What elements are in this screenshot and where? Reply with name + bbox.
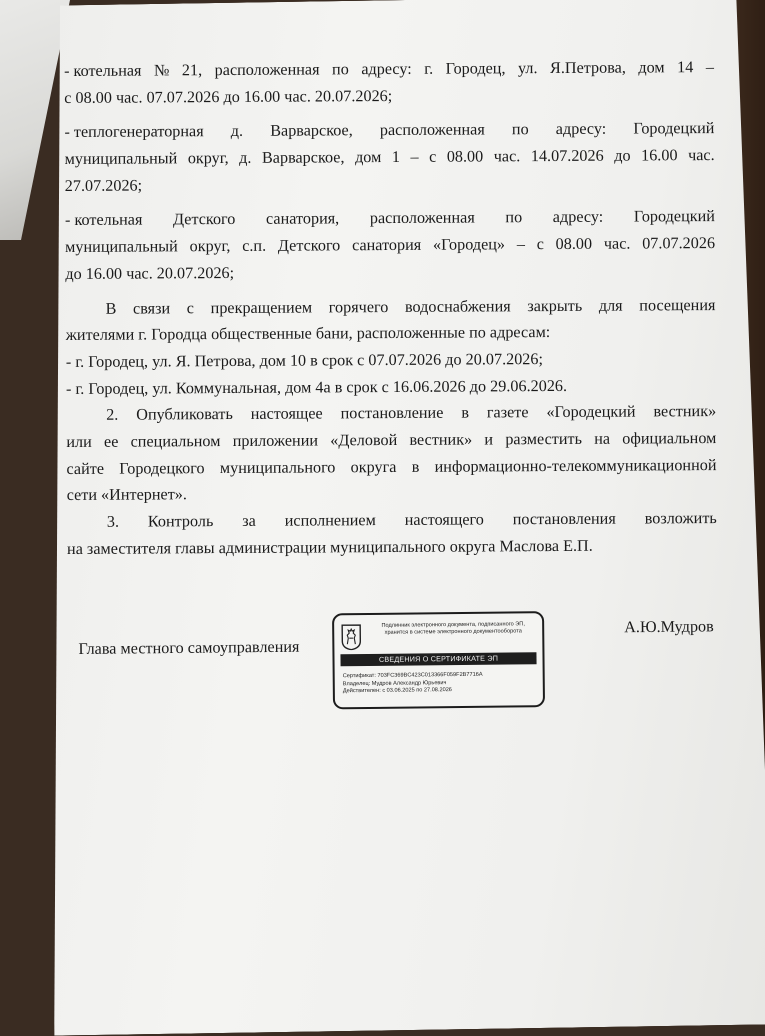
word: расположенная [379, 120, 485, 140]
word: официальном [622, 428, 717, 448]
word: сайте [66, 459, 105, 478]
word: возложить [644, 509, 717, 528]
word: вестник» [653, 402, 717, 421]
word: 08.00 [446, 147, 484, 166]
paragraph-boilers-2 [64, 115, 714, 199]
word: 16.00 [641, 146, 678, 165]
signature-block [78, 605, 729, 722]
word: 14 [677, 58, 694, 77]
word: исполнением [284, 511, 376, 530]
word: – [516, 235, 525, 254]
word: Опубликовать [136, 405, 233, 424]
word: санатория [351, 235, 422, 255]
word: посещения [639, 295, 716, 314]
word: с [186, 298, 195, 317]
word: 21, [181, 61, 203, 80]
word: 2. [106, 405, 119, 424]
word: д. [230, 122, 244, 141]
electronic-signature-stamp [332, 611, 545, 709]
word: для [598, 296, 623, 315]
word: округ, [189, 237, 231, 256]
stamp-header-line: хранится в системе электронного документооборота [384, 628, 522, 636]
word: или [66, 432, 92, 451]
text-line [65, 142, 715, 173]
word: муниципальный [65, 237, 178, 257]
text-line: жителями г. Городца общественные бани, расположенные по адресам: [65, 323, 551, 345]
deer-emblem-icon [341, 624, 361, 650]
word: закрыть [527, 296, 583, 315]
word: по [511, 120, 529, 139]
word: адресу: [552, 208, 604, 227]
word: ул. [517, 59, 538, 78]
word: санатория, [265, 209, 340, 229]
text-line [64, 115, 714, 146]
word: 08.00 [555, 234, 593, 254]
word: - котельная [64, 210, 143, 230]
text-line [65, 292, 715, 323]
text-line: 27.07.2026; [64, 176, 143, 195]
word: информационно-телекоммуникационной [434, 455, 717, 476]
word: Варварское, [261, 148, 345, 167]
text-line: - г. Городец, ул. Я. Петрова, дом 10 в срок с 07.07.2026 до 20.07.2026; [65, 349, 544, 371]
signatory-position: Глава местного самоуправления [78, 637, 300, 658]
word: на [594, 429, 611, 448]
word: «Городец» [432, 235, 506, 254]
text-line [66, 452, 716, 483]
paragraph-control [67, 505, 717, 562]
text-line [64, 54, 714, 85]
certificate-owner: Владелец: Мудров Александр Юрьевич [342, 679, 447, 687]
word: с [429, 147, 437, 166]
word: вестник» [409, 430, 473, 449]
text-line: с 08.00 час. 07.07.2026 до 16.00 час. 20.07.2026; [64, 86, 393, 107]
word: - теплогенераторная [64, 122, 204, 142]
word: муниципального [219, 457, 336, 477]
word: с [536, 235, 544, 254]
word: в [411, 457, 420, 476]
word: по [505, 208, 523, 227]
word: расположенная [214, 60, 320, 80]
word: настоящего [404, 510, 484, 529]
word: за [242, 511, 256, 530]
word: газете [486, 403, 529, 422]
word: Варварское, [270, 121, 353, 141]
word: водоснабжения [404, 296, 511, 316]
word: адресу: [361, 59, 412, 79]
word: округа [350, 457, 397, 476]
word: постановление [340, 403, 444, 423]
word: ее [103, 432, 119, 451]
word: в [461, 403, 469, 422]
stamp-details [343, 672, 483, 696]
text-line [65, 230, 715, 261]
word: Контроль [147, 512, 214, 531]
paragraph-baths [65, 292, 716, 403]
word: – [410, 147, 419, 166]
word: - котельная [64, 61, 142, 80]
word: час. [603, 234, 631, 253]
text-line [66, 398, 716, 429]
word: разместить [505, 429, 583, 449]
text-line: сети «Интернет». [66, 485, 187, 505]
text-line: на заместителя главы администрации муниципального округа Маслова Е.П. [66, 536, 593, 558]
word: час. [687, 146, 715, 165]
word: приложении [232, 431, 319, 450]
word: Городецкий [633, 207, 715, 226]
word: г. [424, 59, 434, 78]
text-line [66, 425, 716, 456]
text-line: до 16.00 час. 20.07.2026; [65, 263, 235, 283]
certificate-number: Сертификат: 703FC369BC423C013366F059F2B7716A [342, 671, 483, 680]
word: с.п. [242, 236, 267, 256]
word: Детского [172, 210, 236, 229]
word: по [331, 60, 349, 79]
word: прекращением [210, 297, 313, 317]
stamp-header-line: Подлинник электронного документа, подписанного ЭП, [381, 621, 525, 629]
word: адресу: [555, 120, 607, 139]
word: муниципальный [64, 149, 178, 169]
word: 3. [106, 512, 120, 531]
word: 14.07.2026 [530, 146, 604, 166]
word: Я.Петрова, [549, 58, 626, 78]
paragraph-boilers-1 [64, 54, 714, 111]
word: округ, [187, 149, 229, 168]
word: специальном [130, 431, 221, 451]
word: дом [638, 58, 665, 77]
text-line [67, 505, 717, 536]
stamp-title-bar: СВЕДЕНИЯ О СЕРТИФИКАТЕ ЭП [340, 652, 536, 666]
document-body [64, 54, 717, 562]
word: постановления [512, 509, 616, 529]
word: горячего [328, 297, 389, 316]
word: и [484, 430, 494, 449]
word: 1 [391, 148, 400, 167]
word: связи [132, 298, 171, 318]
word: В [105, 299, 117, 318]
text-line [65, 203, 715, 234]
word: настоящее [250, 404, 323, 424]
signatory-name: А.Ю.Мудров [624, 617, 714, 637]
paragraph-publish [66, 398, 717, 509]
certificate-validity: Действителен: с 03.06.2025 по 27.08.2026 [342, 687, 452, 695]
word: д. [239, 148, 252, 167]
word: Городец, [445, 59, 506, 78]
word: расположенная [369, 208, 475, 228]
word: «Городецкий [546, 402, 636, 422]
word: Городецкий [633, 119, 715, 138]
word: № [153, 61, 170, 80]
word: Детского [277, 236, 341, 255]
word: до [614, 146, 631, 165]
word: Городецкого [119, 458, 205, 478]
word: дом [354, 148, 382, 167]
word: – [705, 58, 714, 77]
word: «Деловой [330, 430, 398, 450]
text-line: - г. Городец, ул. Коммунальная, дом 4а в срок с 16.06.2026 до 29.06.2026. [65, 376, 568, 398]
paragraph-boilers-3 [65, 203, 715, 287]
word: час. [493, 147, 521, 166]
word: 07.07.2026 [642, 234, 716, 253]
stamp-header [368, 621, 538, 637]
